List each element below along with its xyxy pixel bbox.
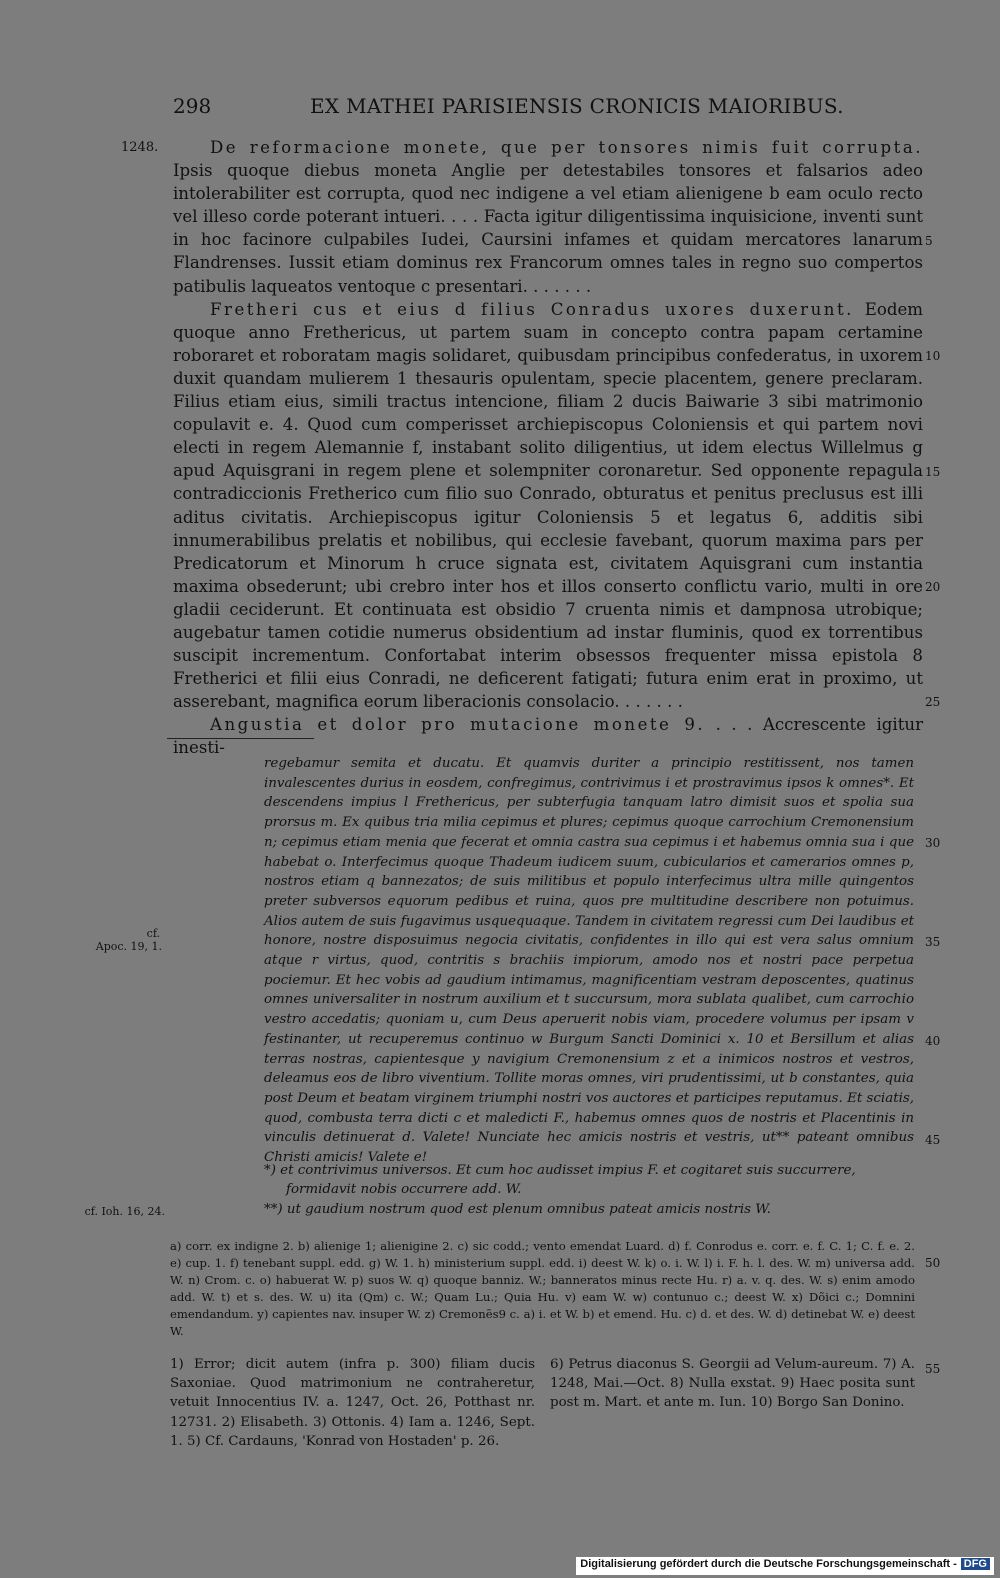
line-number: 10 [925, 349, 941, 363]
paragraph-3 [173, 713, 923, 759]
line-number: 25 [925, 695, 941, 709]
paragraph-1 [173, 136, 923, 298]
letter-text: regebamur semita et ducatu. Et quamvis duriter a principio restitissent, nos tamen invalescentes durius in eosdem, confregimus, contrivimus i et prostravimus ipsos k omnes*. Et descendens impius l Frethericus, per subterfugia tanquam latro dimisit suos et spolia sua prorsus m. Ex quibus tria milia cepimus et plures; cepimus quoque carrochium Cremonensium n; cepimus etiam menia que fecerat et omnia castra sua cepimus i et habemus omnia sua i que habebat o. Interfecimus quoque Thadeum iudicem suum, cubicularios et camerarios omnes p, nostros etiam q bannezatos; de suis militibus et populo interfecimus ultra mille quingentos preter subversos equorum pedibus et ruina, quos pre multitudine describere non potuimus. Alios autem de suis fugavimus usquequaque. Tandem in civitatem regressi cum Dei laudibus et honore, nostre disposuimus negocia civitatis, confidentes in illo qui est vera salus omnium atque r virtus, quod, contritis s brachiis impiorum, amodo nos et nostri pace perpetua pociemur. Et hec vobis ad gaudium intimamus, magnificentiam vestram deposcentes, quatinus omnes universaliter in nostrum auxilium et t succursum, mora sublata qualibet, cum carrochio vestro accedatis; quoniam u, cum Deus aperuerit nobis viam, procedere volumus per ipsam v festinanter, ut recuperemus continuo w Burgum Sancti Dominici x. 10 et Bersillum et alias terras nostras, capientesque y navigium Cremonensium z et a inimicos nostros et vestros, deleamus eos de libro viventium. Tollite moras omnes, viri prudentissimi, ut b constantes, quia post Deum et beatam virginem triumphi nostri vos auctores et participes reputamus. Et sciatis, quod, combusta terra dicti c et maledicti F., habemus omnes quos de nostris et Placentinis in vinculis detinuerat d. Valete! Nunciate hec amicis nostris et vestris, ut** pateant omnibus Christi amicis! Valete e! [264, 756, 914, 1166]
star-notes [264, 1161, 919, 1219]
running-title: EX MATHEI PARISIENSIS CRONICIS MAIORIBUS. [310, 94, 844, 118]
margin-ref-apoc: Apoc. 19, 1. [95, 940, 162, 953]
notes-right-column: 6) Petrus diaconus S. Georgii ad Velum-aureum. 7) A. 1248, Mai.—Oct. 8) Nulla exstat. 9) Haec posita sunt post m. Mart. et ante m. Iun. 10) Borgo San Donino. [550, 1357, 915, 1411]
running-header [0, 94, 1000, 124]
line-number: 40 [925, 1034, 941, 1048]
line-number: 5 [925, 234, 933, 248]
line-number: 35 [925, 935, 941, 949]
line-number: 15 [925, 465, 941, 479]
footnote-rule [167, 738, 314, 739]
margin-year: 1248. [121, 140, 159, 155]
paragraph-2-heading: Fretheri cus et eius d filius Conradus uxores duxerunt. [210, 299, 854, 319]
margin-ref-cf: cf. [146, 927, 160, 940]
footer-text: Digitalisierung gefördert durch die Deutsche Forschungsgemeinschaft - [580, 1558, 957, 1570]
line-number: 50 [925, 1256, 941, 1270]
paragraph-3-heading: Angustia et dolor pro mutacione monete 9. [210, 715, 706, 735]
paragraph-1-heading: De reformacione monete, que per tonsores nimis fuit corrupta. [210, 138, 923, 157]
margin-ref-ioh: cf. Ioh. 16, 24. [84, 1205, 165, 1218]
paragraph-1-body: Ipsis quoque diebus moneta Anglie per detestabiles tonsores et falsarios adeo intolerabiliter est corrupta, quod nec indigene a vel etiam alienigene b eam oculo recto vel illeso corde poterant intueri. . . . Facta igitur diligentissima inquisicione, inventi sunt in hoc facinore culpabiles Iudei, Caursini infames et quidam mercatores lanarum Flandrenses. Iussit etiam dominus rex Francorum omnes tales in regno suo compertos patibulis laqueatos ventoque c presentari. . . . . . . [173, 161, 923, 296]
line-number: 55 [925, 1362, 941, 1376]
line-number: 30 [925, 836, 941, 850]
digitization-footer [576, 1557, 994, 1575]
line-number: 45 [925, 1133, 941, 1147]
paragraph-2-body: Eodem quoque anno Frethericus, ut partem suam in concepto contra papam certamine roboraret et roboratam magis solidaret, quibusdam principibus confederatus, in uxorem duxit quandam mulierem 1 thesauris opulentam, specie placentem, genere preclaram. Filius etiam eius, simili tractus intencione, filiam 2 ducis Baiwarie 3 sibi matrimonio copulavit e. 4. Quod cum comperisset archiepiscopus Coloniensis et qui partem novi electi in regem Alemannie f, instabant solito diligentius, ut idem electus Willelmus g apud Aquisgrani in regem plene et solempniter coronaretur. Sed opponente repagula contradiccionis Fretherico cum filio suo Conrado, obturatus et penitus preclusus est illi aditus civitatis. Archiepiscopus igitur Coloniensis 5 et legatus 6, additis sibi innumerabilibus prelatis et nobilibus, qui ecclesie favebant, quorum maxima pars per Predicatorum et Minorum h cruce signata est, civitatem Aquisgrani cum instantia maxima obsederunt; ubi crebro inter hos et illos conserto conflictu vario, multi in ore gladii ceciderunt. Et continuata est obsidio 7 cruenta nimis et dampnosa utrobique; augebatur tamen cotidie numerus obsidentium ad instar fluminis, quod ex torrentibus suscipit incrementum. Confortabat interim obsessos frequenter missa epistola 8 Fretherici et filii eius Conradi, ne deficerent fatigati; futura enim erat in proximo, ut asserebant, magnifica eorum liberacionis consolacio. . . . . . . [173, 299, 923, 712]
star-note: *) et contrivimus universos. Et cum hoc audisset impius F. et cogitaret suis succurrere, formidavit nobis occurrere add. W. [264, 1163, 856, 1198]
page-number: 298 [173, 94, 212, 118]
critical-apparatus: a) corr. ex indigne 2. b) alienige 1; alienigine 2. c) sic codd.; vento emendat Luard. d) f. Conrodus e. corr. e. f. C. 1; C. f. e. 2. e) cup. 1. f) tenebant suppl. edd. g) W. 1. h) ministerium suppl. edd. i) deest W. k) o. i. W. l) i. F. h. l. des. W. m) universa add. W. n) Crom. c. o) habuerat W. p) suos W. q) quoque banniz. W.; banneratos minus recte Hu. r) a. v. q. des. W. s) enim amodo add. W. t) et s. des. W. u) ita (Qm) c. W.; Quam Lu.; Quia Hu. v) eam W. w) contunuo c.; deest W. x) Dõici c.; Domnini emendandum. y) capientes nav. insuper W. z) Cremonẽs9 c. a) i. et W. b) et emend. Hu. c) d. et des. W. d) detinebat W. e) deest W. [170, 1239, 915, 1339]
notes-left-column: 1) Error; dicit autem (infra p. 300) filiam ducis Saxoniae. Quod matrimonium ne contraheretur, vetuit Innocentius IV. a. 1247, Oct. 26, Potthast nr. 12731. 2) Elisabeth. 3) Ottonis. 4) Iam a. 1246, Sept. 1. 5) Cf. Cardauns, 'Konrad von Hostaden' p. 26. [170, 1357, 535, 1449]
line-number: 20 [925, 580, 941, 594]
main-text [173, 136, 923, 760]
star-note: **) ut gaudium nostrum quod est plenum omnibus pateat amicis nostris W. [264, 1201, 771, 1217]
dfg-logo: DFG [961, 1558, 990, 1570]
paragraph-2 [173, 298, 923, 714]
paragraph-3-body: . . . Accrescente igitur inesti- [173, 715, 923, 758]
